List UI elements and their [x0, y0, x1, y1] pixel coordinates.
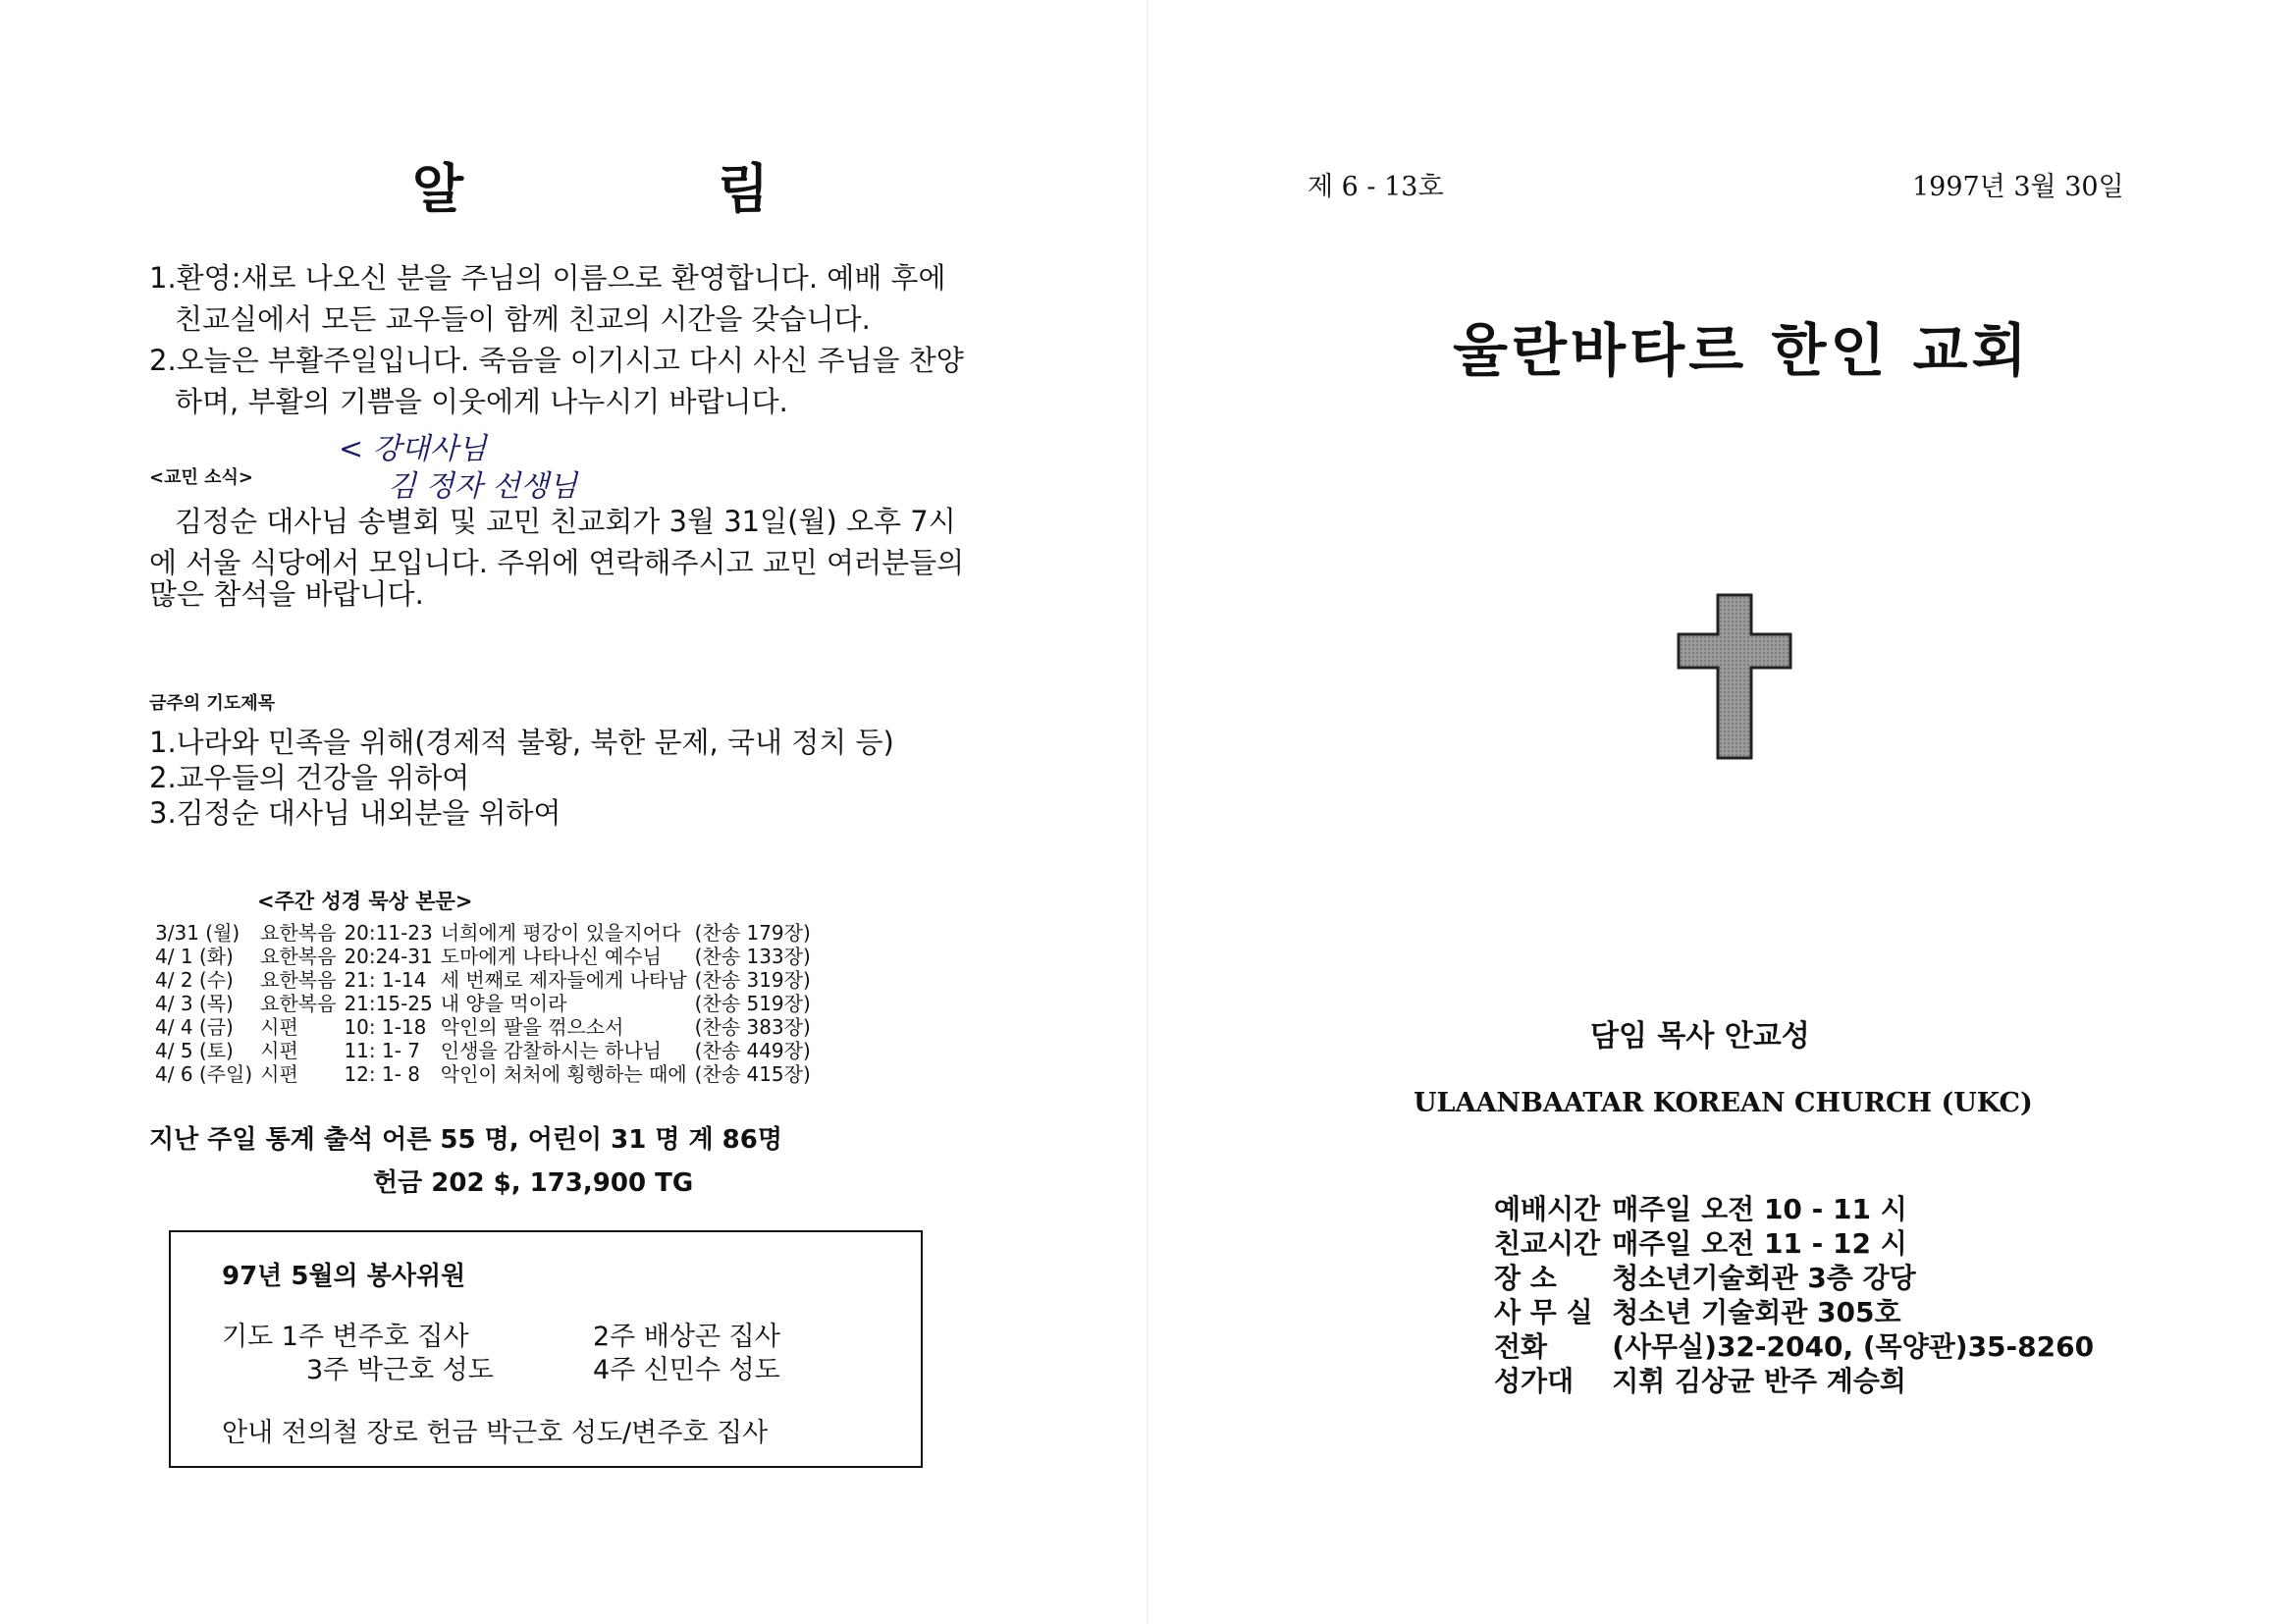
prayer-item: 3.김정순 대사님 내외분을 위하여 — [149, 796, 561, 830]
hymn-cell: (찬송 383장) — [694, 1015, 811, 1039]
hymn-cell: (찬송 133장) — [694, 945, 811, 968]
label-cell: 장 소 — [1494, 1262, 1557, 1294]
book-cell: 요한복음 — [260, 992, 337, 1015]
box-title: 97년 5월의 봉사위원 — [222, 1262, 466, 1291]
label-cell: 사 무 실 — [1494, 1296, 1593, 1328]
theme-cell: 도마에게 나타나신 예수님 — [440, 945, 662, 968]
handwritten-note: 김 정자 선생님 — [388, 469, 577, 504]
box-footer: 안내 전의철 장로 헌금 박근호 성도/변주호 집사 — [222, 1418, 769, 1448]
table-row — [155, 992, 819, 1015]
table-row — [155, 1015, 819, 1039]
value-cell: 매주일 오전 10 - 11 시 — [1612, 1193, 1907, 1225]
hymn-cell: (찬송 519장) — [694, 992, 811, 1015]
table-row — [1494, 1295, 2106, 1329]
date-cell: 4/ 2 (수) — [155, 968, 234, 992]
news-line: 에 서울 식당에서 모입니다. 주위에 연락해주시고 교민 여러분들의 — [149, 546, 965, 579]
box-line: 2주 배상곤 집사 — [593, 1322, 780, 1352]
box-line: 기도 1주 변주호 집사 — [222, 1322, 469, 1352]
value-cell: (사무실)32-2040, (목양관)35-8260 — [1612, 1330, 2095, 1363]
offering-stats: 헌금 202 $, 173,900 TG — [373, 1168, 694, 1198]
bulletin-date: 1997년 3월 30일 — [1912, 172, 2124, 202]
handwritten-note: < 강대사님 — [339, 432, 487, 466]
verse-cell: 21:15-25 — [344, 992, 433, 1015]
prayer-heading: 금주의 기도제목 — [149, 693, 275, 714]
table-row — [1494, 1192, 2106, 1226]
book-cell: 시편 — [260, 1062, 298, 1086]
service-volunteers-box — [169, 1230, 923, 1468]
verse-cell: 11: 1- 7 — [344, 1039, 421, 1062]
theme-cell: 세 번째로 제자들에게 나타남 — [440, 968, 687, 992]
book-cell: 요한복음 — [260, 968, 337, 992]
date-cell: 4/ 3 (목) — [155, 992, 234, 1015]
date-cell: 4/ 1 (화) — [155, 945, 234, 968]
notice-line: 친교실에서 모든 교우들이 함께 친교의 시간을 갖습니다. — [175, 302, 871, 336]
label-cell: 전화 — [1494, 1330, 1548, 1363]
right-page — [1148, 0, 2296, 1624]
date-cell: 4/ 4 (금) — [155, 1015, 234, 1039]
date-cell: 4/ 5 (토) — [155, 1039, 234, 1062]
date-cell: 3/31 (월) — [155, 921, 240, 945]
book-cell: 시편 — [260, 1039, 298, 1062]
english-church-name: ULAANBAATAR KOREAN CHURCH (UKC) — [1414, 1088, 2033, 1118]
table-row — [155, 1039, 819, 1062]
notice-line: 하며, 부활의 기쁨을 이웃에게 나누시기 바랍니다. — [175, 385, 788, 418]
verse-cell: 21: 1-14 — [344, 968, 427, 992]
table-row — [155, 1062, 819, 1086]
book-cell: 시편 — [260, 1015, 298, 1039]
hymn-cell: (찬송 179장) — [694, 921, 811, 945]
cross-icon — [1677, 593, 1792, 760]
news-heading: <교민 소식> — [149, 467, 253, 488]
label-cell: 성가대 — [1494, 1365, 1575, 1397]
service-info-table — [1494, 1192, 2106, 1398]
label-cell: 예배시간 — [1494, 1193, 1601, 1225]
table-row — [1494, 1329, 2106, 1364]
theme-cell: 내 양을 먹이라 — [440, 992, 567, 1015]
theme-cell: 악인의 팔을 꺾으소서 — [440, 1015, 624, 1039]
book-cell: 요한복음 — [260, 921, 337, 945]
label-cell: 친교시간 — [1494, 1227, 1601, 1260]
table-row — [1494, 1261, 2106, 1295]
box-line: 4주 신민수 성도 — [593, 1355, 780, 1385]
table-row — [155, 968, 819, 992]
table-row — [155, 921, 819, 945]
verse-cell: 12: 1- 8 — [344, 1062, 421, 1086]
prayer-item: 1.나라와 민족을 위해(경제적 불황, 북한 문제, 국내 정치 등) — [149, 726, 894, 759]
bible-schedule — [155, 921, 819, 1086]
church-name: 울란바타르 한인 교회 — [1453, 317, 2031, 384]
table-row — [155, 945, 819, 968]
table-row — [1494, 1364, 2106, 1398]
pastor-name: 담임 목사 안교성 — [1590, 1019, 1810, 1054]
bible-heading: <주간 성경 묵상 본문> — [257, 890, 473, 913]
verse-cell: 20:11-23 — [344, 921, 433, 945]
theme-cell: 인생을 감찰하시는 하나님 — [440, 1039, 662, 1062]
hymn-cell: (찬송 319장) — [694, 968, 811, 992]
notice-line: 2.오늘은 부활주일입니다. 죽음을 이기시고 다시 사신 주님을 찬양 — [149, 344, 964, 377]
table-row — [1494, 1226, 2106, 1261]
book-cell: 요한복음 — [260, 945, 337, 968]
box-line: 3주 박근호 성도 — [306, 1355, 494, 1385]
date-cell: 4/ 6 (주일) — [155, 1062, 253, 1086]
notice-title: 알 림 — [412, 157, 887, 220]
hymn-cell: (찬송 449장) — [694, 1039, 811, 1062]
value-cell: 청소년 기술회관 305호 — [1612, 1296, 1901, 1328]
theme-cell: 너희에게 평강이 있을지어다 — [440, 921, 681, 945]
verse-cell: 20:24-31 — [344, 945, 433, 968]
value-cell: 매주일 오전 11 - 12 시 — [1612, 1227, 1907, 1260]
value-cell: 청소년기술회관 3층 강당 — [1612, 1262, 1916, 1294]
news-line: 많은 참석을 바랍니다. — [149, 577, 424, 611]
value-cell: 지휘 김상균 반주 계승희 — [1612, 1365, 1906, 1397]
notice-line: 1.환영:새로 나오신 분을 주님의 이름으로 환영합니다. 예배 후에 — [149, 261, 946, 295]
news-line: 김정순 대사님 송별회 및 교민 친교회가 3월 31일(월) 오후 7시 — [175, 505, 956, 538]
attendance-stats: 지난 주일 통계 출석 어른 55 명, 어린이 31 명 계 86명 — [149, 1125, 782, 1155]
hymn-cell: (찬송 415장) — [694, 1062, 811, 1086]
verse-cell: 10: 1-18 — [344, 1015, 427, 1039]
theme-cell: 악인이 처처에 횡행하는 때에 — [440, 1062, 687, 1086]
prayer-item: 2.교우들의 건강을 위하여 — [149, 761, 470, 794]
issue-number: 제 6 - 13호 — [1308, 172, 1444, 202]
